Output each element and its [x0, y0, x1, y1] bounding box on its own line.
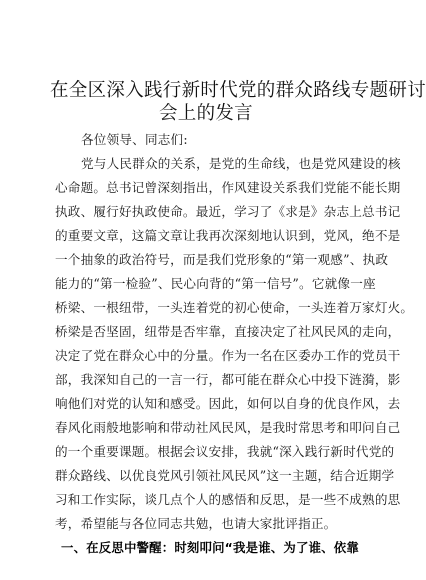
title-line-1: 在全区深入践行新时代党的群众路线专题研讨 [50, 80, 426, 101]
paragraph-line: 的一个重要课题。根据会议安排，我就“深入践行新时代党的 [55, 444, 395, 459]
paragraph-line: 决定了党在群众心中的分量。作为一名在区委办工作的党员干 [55, 348, 401, 363]
paragraph-line: 桥梁是否坚固，纽带是否牢靠，直接决定了社风民风的走向， [55, 324, 401, 339]
document-body [55, 128, 414, 560]
paragraph-line: 考，希望能与各位同志共勉，也请大家批评指正。 [55, 516, 337, 531]
paragraph-line: 执政、履行好执政使命。最近，学习了《求是》杂志上总书记 [55, 204, 401, 219]
section-heading: 一、在反思中警醒：时刻叩问“我是谁、为了谁、依靠 [61, 540, 359, 555]
paragraph-line: 群众路线、以优良党风引领社风民风”这一主题，结合近期学 [55, 468, 395, 483]
title-line-2: 会上的发言 [158, 103, 253, 124]
paragraph-line: 响他们对党的认知和感受。因此，如何以自身的优良作风，去 [55, 396, 401, 411]
paragraph [55, 152, 414, 536]
paragraph-line: 心命题。总书记曾深刻指出，作风建设关系我们党能不能长期 [55, 180, 401, 195]
paragraph-line: 的重要文章，这篇文章让我再次深刻地认识到，党风，绝不是 [55, 228, 401, 243]
paragraph-line: 桥梁、一根纽带，一头连着党的初心使命，一头连着万家灯火。 [55, 300, 414, 315]
paragraph-line: 部，我深知自己的一言一行，都可能在群众心中投下涟漪，影 [55, 372, 401, 387]
paragraph-line: 一个抽象的政治符号，而是我们党形象的“第一观感”、执政 [55, 252, 389, 267]
paragraph-line: 习和工作实际，谈几点个人的感悟和反思，是一些不成熟的思 [55, 492, 401, 507]
paragraph-line: 春风化雨般地影响和带动社风民风，是我时常思考和叩问自己 [55, 420, 401, 435]
document-title [50, 79, 426, 125]
greeting: 各位领导、同志们: [81, 132, 188, 147]
paragraph-line: 能力的“第一检验”、民心向背的“第一信号”。它就像一座 [55, 276, 376, 291]
paragraph-line: 党与人民群众的关系，是党的生命线，也是党风建设的核 [81, 156, 401, 171]
